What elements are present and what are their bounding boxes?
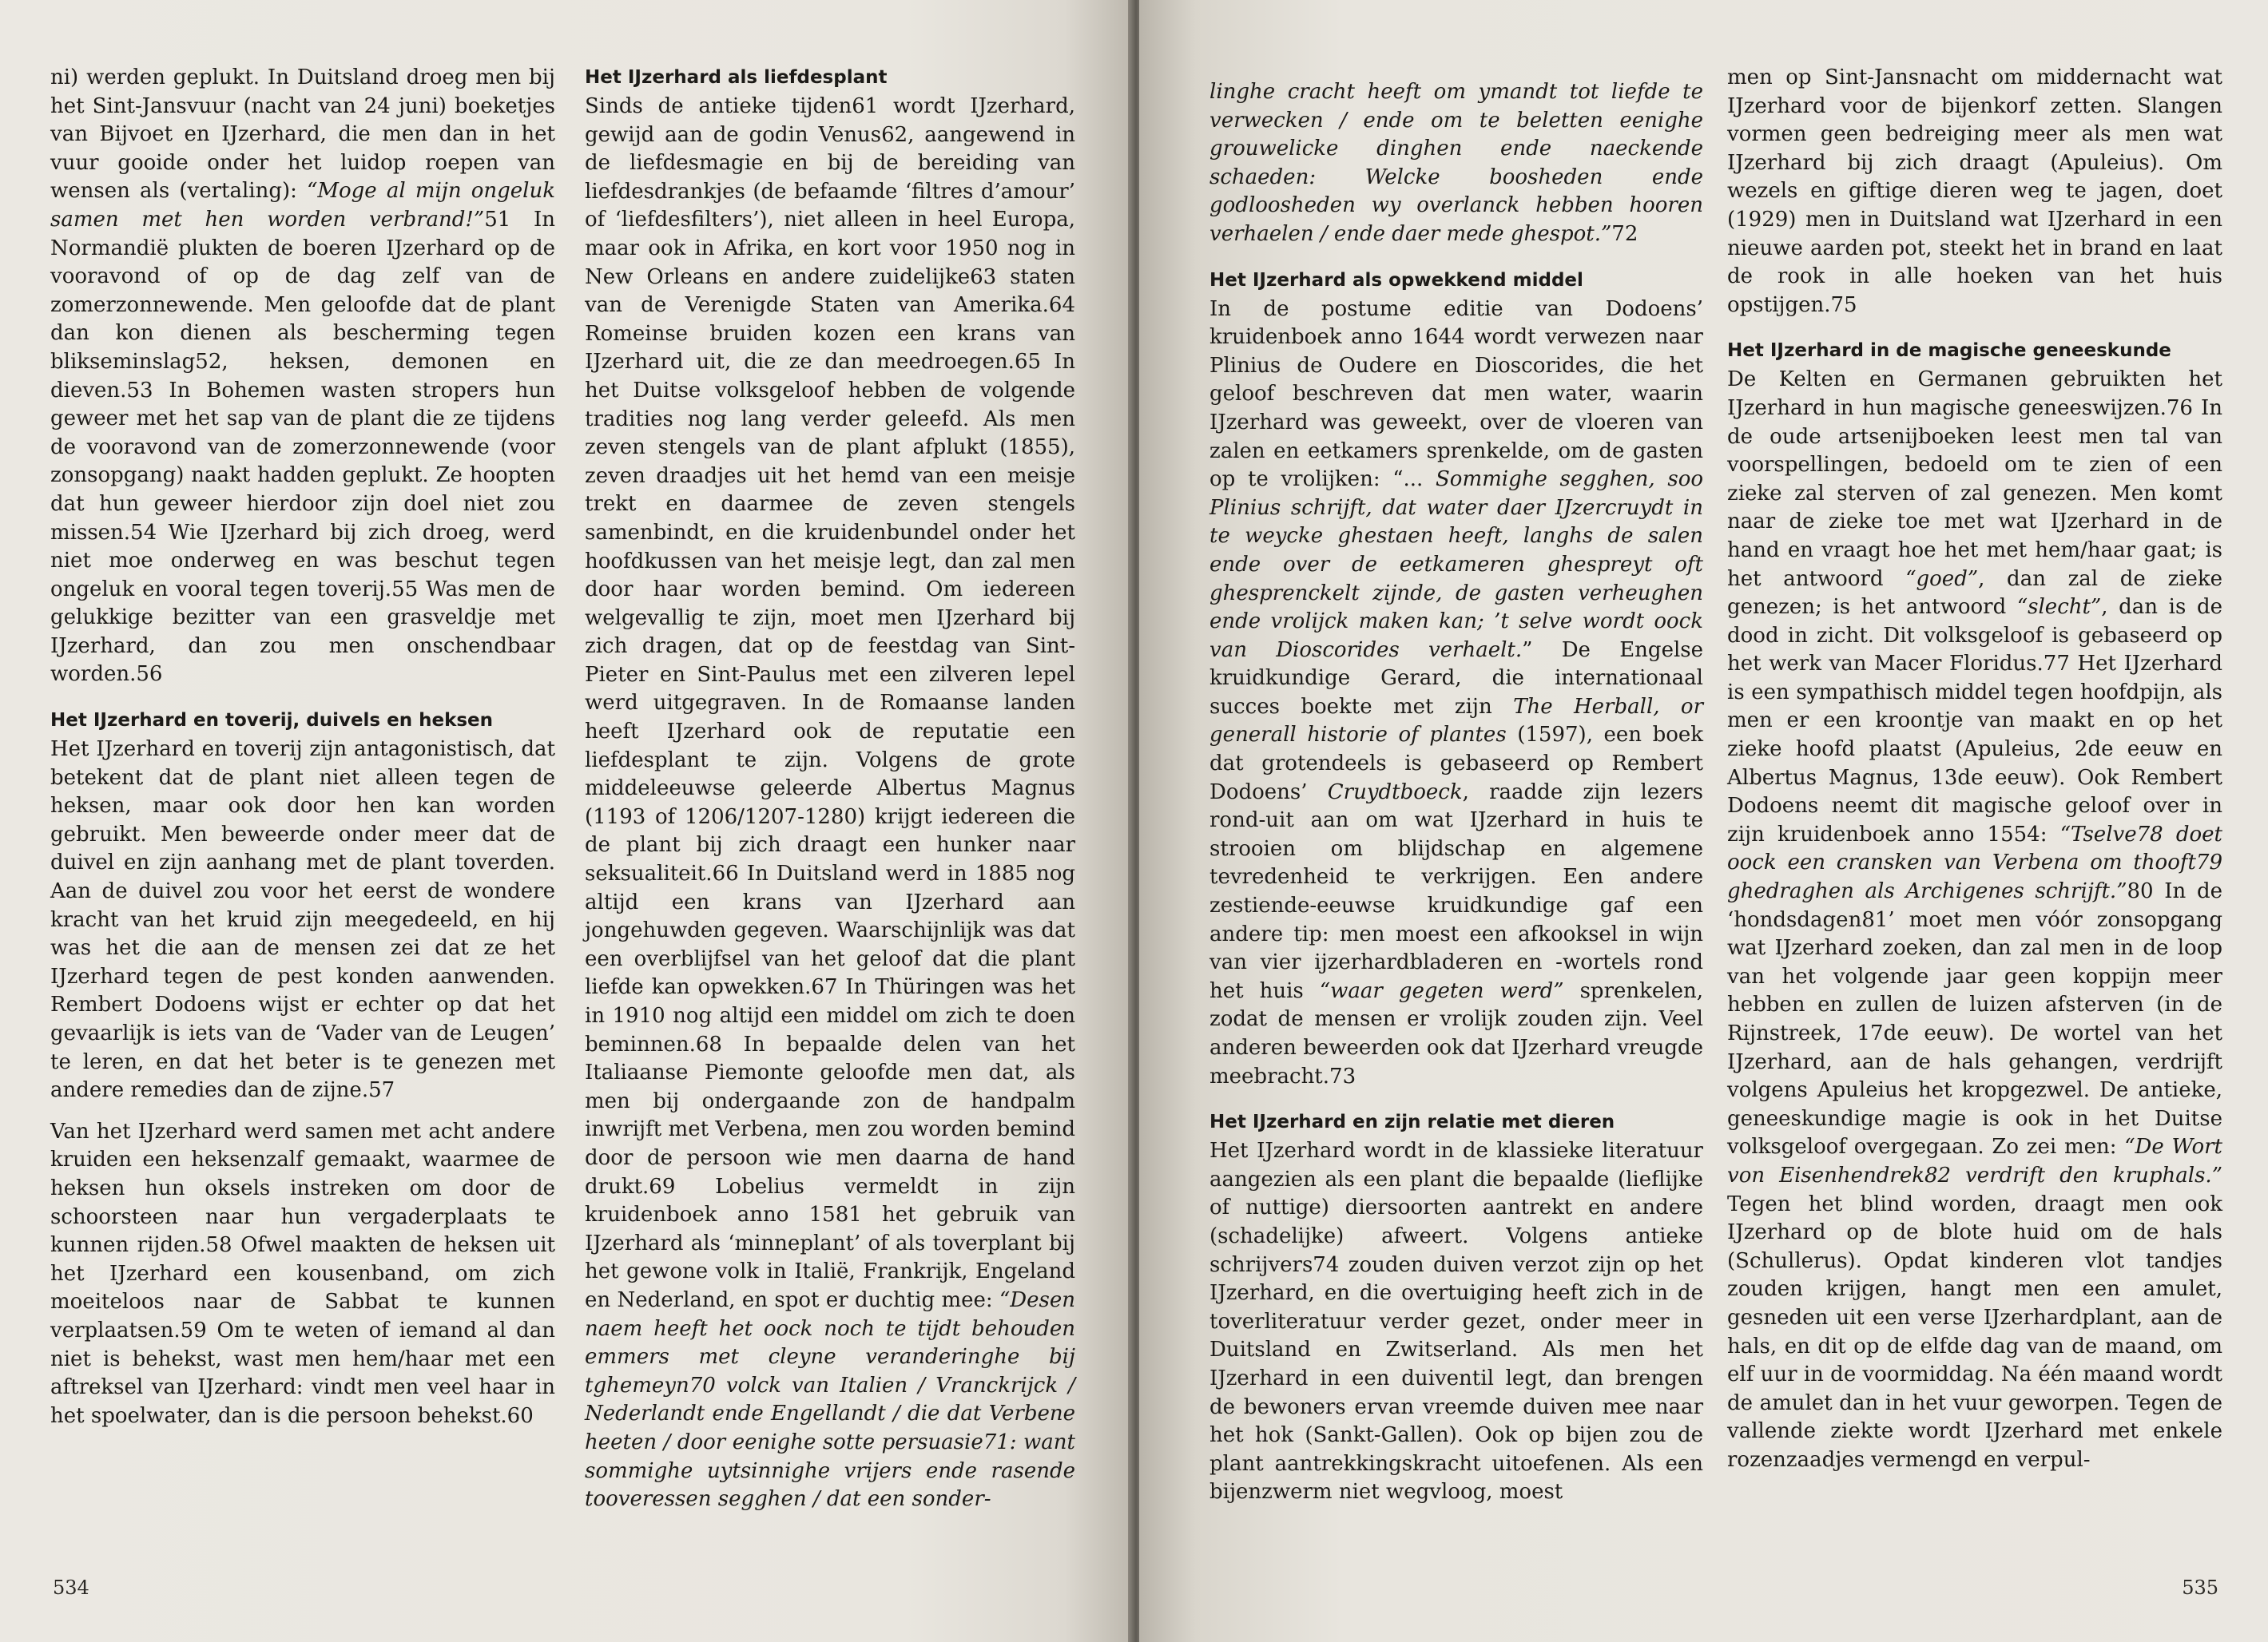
- section-heading-opwekkend: Het IJzerhard als opwekkend middel: [1209, 269, 1583, 291]
- paragraph: De Kelten en Germanen gebruikten het IJzerhard in hun magische geneeswijzen.76 In de oude artsenijboeken leest men tal van voorspellingen, bedoeld om te zien of een zieke zal sterven of zal genezen. Men komt naar de zieke toe met wat IJzerhard in de hand en vraagt hoe het met hem/haar gaat; is het antwoord “goed”, dan zal de zieke genezen; is het antwoord “slecht”, dan is de dood in zicht. Dit volksgeloof is gebaseerd op het werk van Macer Floridus.77 Het IJzerhard is een sympathisch middel tegen hoofdpijn, als men er een kroontje van maakt en op het zieke hoofd plaatst (Apuleius, 2de eeuw en Albertus Magnus, 13de eeuw). Ook Rembert Dodoens neemt dit magische geloof over in zijn kruidenboek anno 1554: “Tselve78 doet oock een cransken van Verbena om thooft79 ghedraghen als Archigenes schrijft.”80 In de ‘hondsdagen81’ moet men vóór zonsopgang wat IJzerhard zoeken, dan zal men in de loop van het volgende jaar geen koppijn meer hebben en zullen de luizen afsterven (in de Rijnstreek, 17de eeuw). De wortel van het IJzerhard, aan de hals gehangen, verdrijft volgens Apuleius het kropgezwel. De antieke, geneeskundige magie is ook in het Duitse volksgeloof overgegaan. Zo zei men: “De Wort von Eisenhendrek82 verdrift den kruphals.” Tegen het blind worden, draagt men ook IJzerhard op de blote huid om de hals (Schullerus). Opdat kinderen vlot tandjes zouden krijgen, hangt men een amulet, gesneden uit een verse IJzerhardplant, aan de hals, en dit op de elfde dag van de maand, om elf uur in de voormiddag. Na één maand wordt de amulet dan in het vuur geworpen. Tegen de vallende ziekte wordt IJzerhard met enkele rozenzaadjes vermengd en verpul-: [1727, 367, 2223, 1472]
- paragraph: ni) werden geplukt. In Duitsland droeg men bij het Sint-Jansvuur (nacht van 24 juni) boeketjes van Bijvoet en IJzerhard, die men dan in het vuur gooide onder het luidop roepen van wensen als (vertaling): “Moge al mijn ongeluk samen met hen worden verbrand!”51 In Normandië plukten de boeren IJzerhard op de vooravond of op de dag zelf van de zomerzonnewende. Men geloofde dat de plant dan kon dienen als bescherming tegen blikseminslag52, heksen, demonen en dieven.53 In Bohemen wasten stropers hun geweer met het sap van de plant die ze tijdens de vooravond van de zomerzonnewende (voor zonsopgang) naakt hadden geplukt. Ze hoopten dat hun geweer hierdoor zijn doel niet zou missen.54 Wie IJzerhard bij zich droeg, werd niet moe onderweg en was beschut tegen ongeluk en vooral tegen toverij.55 Was men de gelukkige bezitter van een grasveldje met IJzerhard, dan zou men onschendbaar worden.56: [50, 65, 556, 687]
- paragraph: men op Sint-Jansnacht om middernacht wat IJzerhard voor de bijenkorf zetten. Slangen vormen geen bedreiging meer als men wat IJzerhard bij zich draagt (Apuleius). Om wezels en giftige dieren weg te jagen, doet (1929) men in Duitsland wat IJzerhard in een nieuwe aarden pot, steekt het in brand en laat de rook in alle hoeken van het huis opstijgen.75: [1727, 65, 2222, 317]
- page-number-left: 534: [53, 1577, 89, 1599]
- paragraph: Van het IJzerhard werd samen met acht andere kruiden een heksenzalf gemaakt, waarmee de heksen hun oksels instreken om door de schoorsteen naar hun vergaderplaats te kunnen rijden.58 Ofwel maakten de heksen uit het IJzerhard een kousenband, om zich moeiteloos naar de Sabbat te kunnen verplaatsen.59 Om te weten of iemand al dan niet is behekst, wast men hem/haar met een aftreksel van IJzerhard: vindt men veel haar in het spoelwater, dan is die persoon behekst.60: [50, 1119, 555, 1428]
- left-column-2: [585, 64, 1075, 1514]
- paragraph: Het IJzerhard wordt in de klassieke literatuur aangezien als een plant die bepaalde (lieflijke of nuttige) diersoorten aantrekt en andere (schadelijke) afweert. Volgens antieke schrijvers74 zouden duiven verzot zijn op het IJzerhard, en die overtuiging heeft zich in de toverliteratuur verder gezet, onder meer in Duitsland en Zwitserland. Als men het IJzerhard in een duiventil legt, dan brengen de bewoners ervan vreemde duiven mee naar het hok (Sankt-Gallen). Ook op bijen zou de plant aantrekkingskracht uitoefenen. Als een bijenzwerm niet wegvloog, moest: [1209, 1139, 1703, 1505]
- section-heading-toverij: Het IJzerhard en toverij, duivels en heksen: [50, 710, 494, 732]
- right-page: [1139, 0, 2268, 1642]
- page-number-right: 535: [2182, 1577, 2218, 1599]
- left-page: [0, 0, 1133, 1642]
- right-column-2: [1727, 64, 2222, 1475]
- left-column-1: [50, 64, 555, 1430]
- paragraph: Sinds de antieke tijden61 wordt IJzerhard, gewijd aan de godin Venus62, aangewend in de liefdesmagie en bij de bereiding van liefdesdrankjes (de befaamde ‘filtres d’amour’ of ‘liefdesfilters’), niet alleen in heel Europa, maar ook in Afrika, en kort voor 1950 nog in New Orleans en andere zuidelijke63 staten van de Verenigde Staten van Amerika.64 Romeinse bruiden kozen een krans van IJzerhard uit, die ze dan meedroegen.65 In het Duitse volksgeloof hebben de volgende tradities nog lang verder geleefd. Als men zeven stengels van de plant afplukt (1855), zeven draadjes uit het hemd van een meisje trekt en daarmee de zeven stengels samenbindt, en die kruidenbundel onder het hoofdkussen van het meisje legt, dan zal men door haar worden bemind. Om iedereen welgevallig te zijn, moet men IJzerhard bij zich dragen, dat op de feestdag van Sint-Pieter en Sint-Paulus met een zilveren lepel werd uitgegraven. In de Romaanse landen heeft IJzerhard ook de reputatie een liefdesplant te zijn. Volgens de grote middeleeuwse geleerde Albertus Magnus (1193 of 1206/1207-1280) krijgt iedereen die de plant bij zich draagt een hunker naar seksualiteit.66 In Duitsland werd in 1885 nog altijd een krans van IJzerhard aan jongehuwden gegeven. Waarschijnlijk was dat een overblijfsel van het geloof dat die plant liefde kan opwekken.67 In Thüringen was het in 1910 nog altijd een middel om zich te doen beminnen.68 In bepaalde delen van het Italiaanse Piemonte geloofde men dat, als men bij ondergaande zon de handpalm inwrijft met Verbena, men zou worden bemind door de persoon wie men daarna de hand drukt.69 Lobelius vermeldt in zijn kruidenboek anno 1581 het gebruik van IJzerhard als ‘minneplant’ of als toverplant bij het gewone volk in Italië, Frankrijk, Engeland en Nederland, en spot er duchtig mee: “Desen naem heeft het oock noch te tijdt behouden emmers met cleyne veranderinghe bij tghemeyn70 volck van Italien / Vranckrijck / Nederlandt ende Engellandt / die dat Verbene heeten / door eenighe sotte persuasie71: want sommighe uytsinnighe vrijers ende rasende tooveressen segghen / dat een sonder-: [585, 94, 1075, 1512]
- paragraph: In de postume editie van Dodoens’ kruidenboek anno 1644 wordt verwezen naar Plinius de Oudere en Dioscorides, die het geloof beschreven dat men water, waarin IJzerhard was geweekt, over de vloeren van zalen en eetkamers sprenkelde, om de gasten op te vrolijken: “... Sommighe segghen, soo Plinius schrijft, dat water daer IJzercruydt in te weycke ghestaen heeft, langhs de salen ende over de eetkameren ghespreyt oft ghesprenckelt zijnde, de gasten verheughen ende vrolijck maken kan; ’t selve wordt oock van Dioscorides verhaelt.” De Engelse kruidkundige Gerard, die internationaal succes boekte met zijn The Herball, or generall historie of plantes (1597), een boek dat grotendeels is gebaseerd op Rembert Dodoens’ Cruydtboeck, raadde zijn lezers rond-uit aan om wat IJzerhard in huis te strooien om blijdschap en algemene tevredenheid te verkrijgen. Een andere zestiende-eeuwse kruidkundige gaf een andere tip: men moest een afkooksel in wijn van vier ijzerhardbladeren en -wortels rond het huis “waar gegeten werd” sprenkelen, zodat de mensen er vrolijk zouden zijn. Veel anderen beweerden ook dat IJzerhard vreugde meebracht.73: [1209, 296, 1704, 1089]
- section-heading-liefde: Het IJzerhard als liefdesplant: [585, 67, 888, 88]
- section-heading-magisch: Het IJzerhard in de magische geneeskunde: [1727, 340, 2171, 362]
- paragraph: Het IJzerhard en toverij zijn antagonistisch, dat betekent dat de plant niet alleen tegen de heksen, maar ook door hen kan worden gebruikt. Men beweerde onder meer dat de duivel en zijn aanhang met de plant toverden. Aan de duivel zou voor het eerst de wondere kracht van het kruid zijn meegedeeld, en hij was het die aan de mensen zei dat ze het IJzerhard tegen de pest konden aanwenden. Rembert Dodoens wijst er echter op dat het gevaarlijk is iets van de ‘Vader van de Leugen’ te leren, en dat het beter is te genezen met andere remedies dan de zijne.57: [50, 737, 555, 1103]
- right-column-1: [1209, 78, 1703, 1507]
- section-heading-dieren: Het IJzerhard en zijn relatie met dieren: [1209, 1112, 1615, 1133]
- paragraph: linghe cracht heeft om ymandt tot liefde te verwecken / ende om te beletten eenighe grouwelicke dinghen ende naeckende schaeden: Welcke boosheden ende godloosheden wy overlanck hebben hooren verhaelen / ende daer mede ghespot.”72: [1209, 80, 1703, 246]
